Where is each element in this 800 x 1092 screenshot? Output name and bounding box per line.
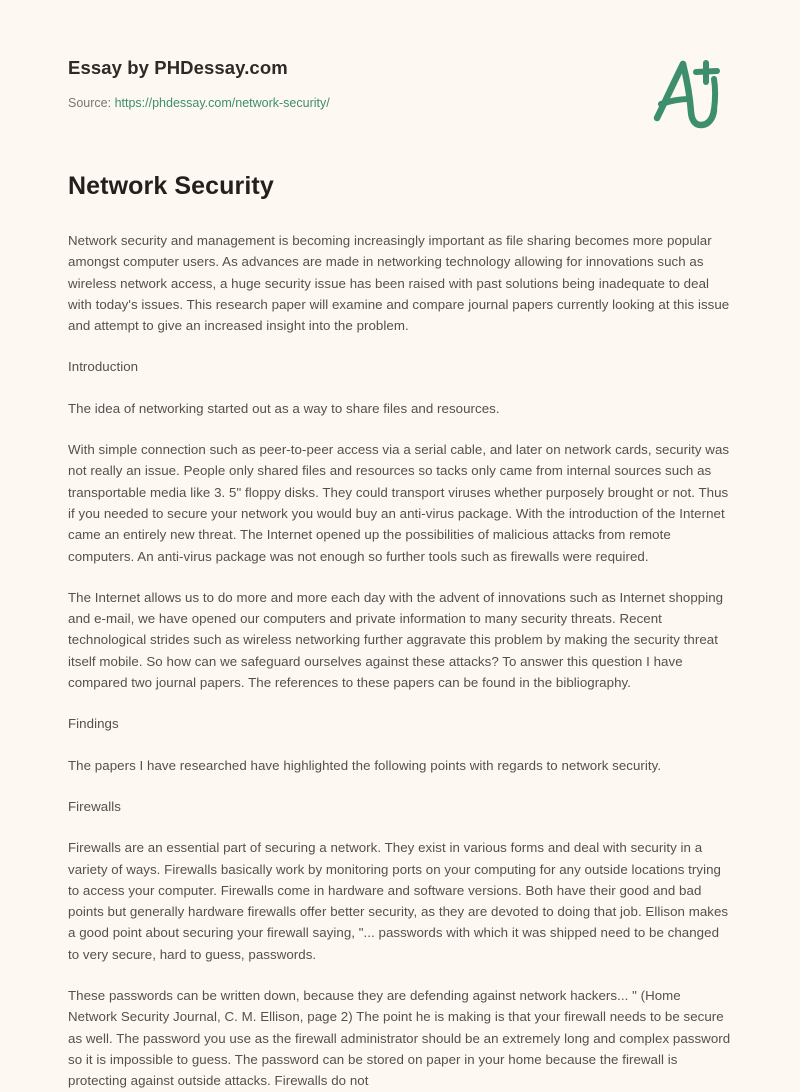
brand-block <box>68 56 330 112</box>
paragraph-findings-line: The papers I have researched have highlighted the following points with regards to network security. <box>68 757 662 773</box>
heading-introduction: Introduction <box>68 359 139 375</box>
page-header <box>0 0 800 150</box>
source-line <box>68 94 330 112</box>
source-label: Source: <box>68 96 112 110</box>
paragraph-firewalls-one: Firewalls are an essential part of securing a network. They exist in various forms and deal with security in a variety of ways. Firewalls basically work by monitoring ports on your computing for any outside locations trying to access your computer. Firewalls come in hardware and software versions. Both have their good and bad points but generally hardware firewalls offer better security, as they are devoted to doing that job. Ellison makes a good point about securing your firewall saying, "... passwords with which it was shipped need to be changed to very secure, hard to guess, passwords. <box>68 840 729 962</box>
essay-body <box>68 170 732 1092</box>
paragraph-introduction-line: The idea of networking started out as a way to share files and resources. <box>68 400 500 416</box>
source-url-link[interactable]: https://phdessay.com/network-security/ <box>114 96 330 110</box>
page-title: Network Security <box>68 172 274 200</box>
heading-firewalls: Firewalls <box>68 798 121 814</box>
paragraph-internet-threats: The Internet allows us to do more and more each day with the advent of innovations such as Internet shopping and e-mail, we have opened our computers and private information to many security threats. Recent technological strides such as wireless networking further aggravate this problem by making the security threat itself mobile. So how can we safeguard ourselves against these attacks? To answer this question I have compared two journal papers. The references to these papers can be found in the bibliography. <box>68 589 724 691</box>
paragraph-history: With simple connection such as peer-to-peer access via a serial cable, and later on network cards, security was not really an issue. People only shared files and resources so tacks only came from internal sources such as transportable media like 3. 5" floppy disks. They could transport viruses whether purposely brought or not. Thus if you needed to secure your network you would buy an anti-virus package. With the introduction of the Internet came an entirely new threat. The Internet opened up the possibilities of malicious attacks from remote computers. An anti-virus package was not enough so further tools such as firewalls were required. <box>68 442 730 564</box>
brand-title: Essay by PHDessay.com <box>68 57 288 78</box>
phdessay-a-plus-logo-icon <box>644 46 732 134</box>
heading-findings: Findings <box>68 716 119 732</box>
paragraph-abstract: Network security and management is becoming increasingly important as file sharing becomes more popular amongst computer users. As advances are made in networking technology allowing for innovations such as wireless network access, a huge security issue has been raised with past solutions being inadequate to deal with today's issues. This research paper will examine and compare journal papers currently looking at this issue and attempt to give an increased insight into the problem. <box>68 233 730 334</box>
paragraph-firewalls-two: These passwords can be written down, because they are defending against network hackers... " (Home Network Security Journal, C. M. Ellison, page 2) The point he is making is that your firewall needs to be secure as well. The password you use as the firewall administrator should be an extremely long and complex password so it is impossible to guess. The password can be stored on paper in your home because the firewall is protecting against outside attacks. Firewalls do not <box>68 988 731 1089</box>
